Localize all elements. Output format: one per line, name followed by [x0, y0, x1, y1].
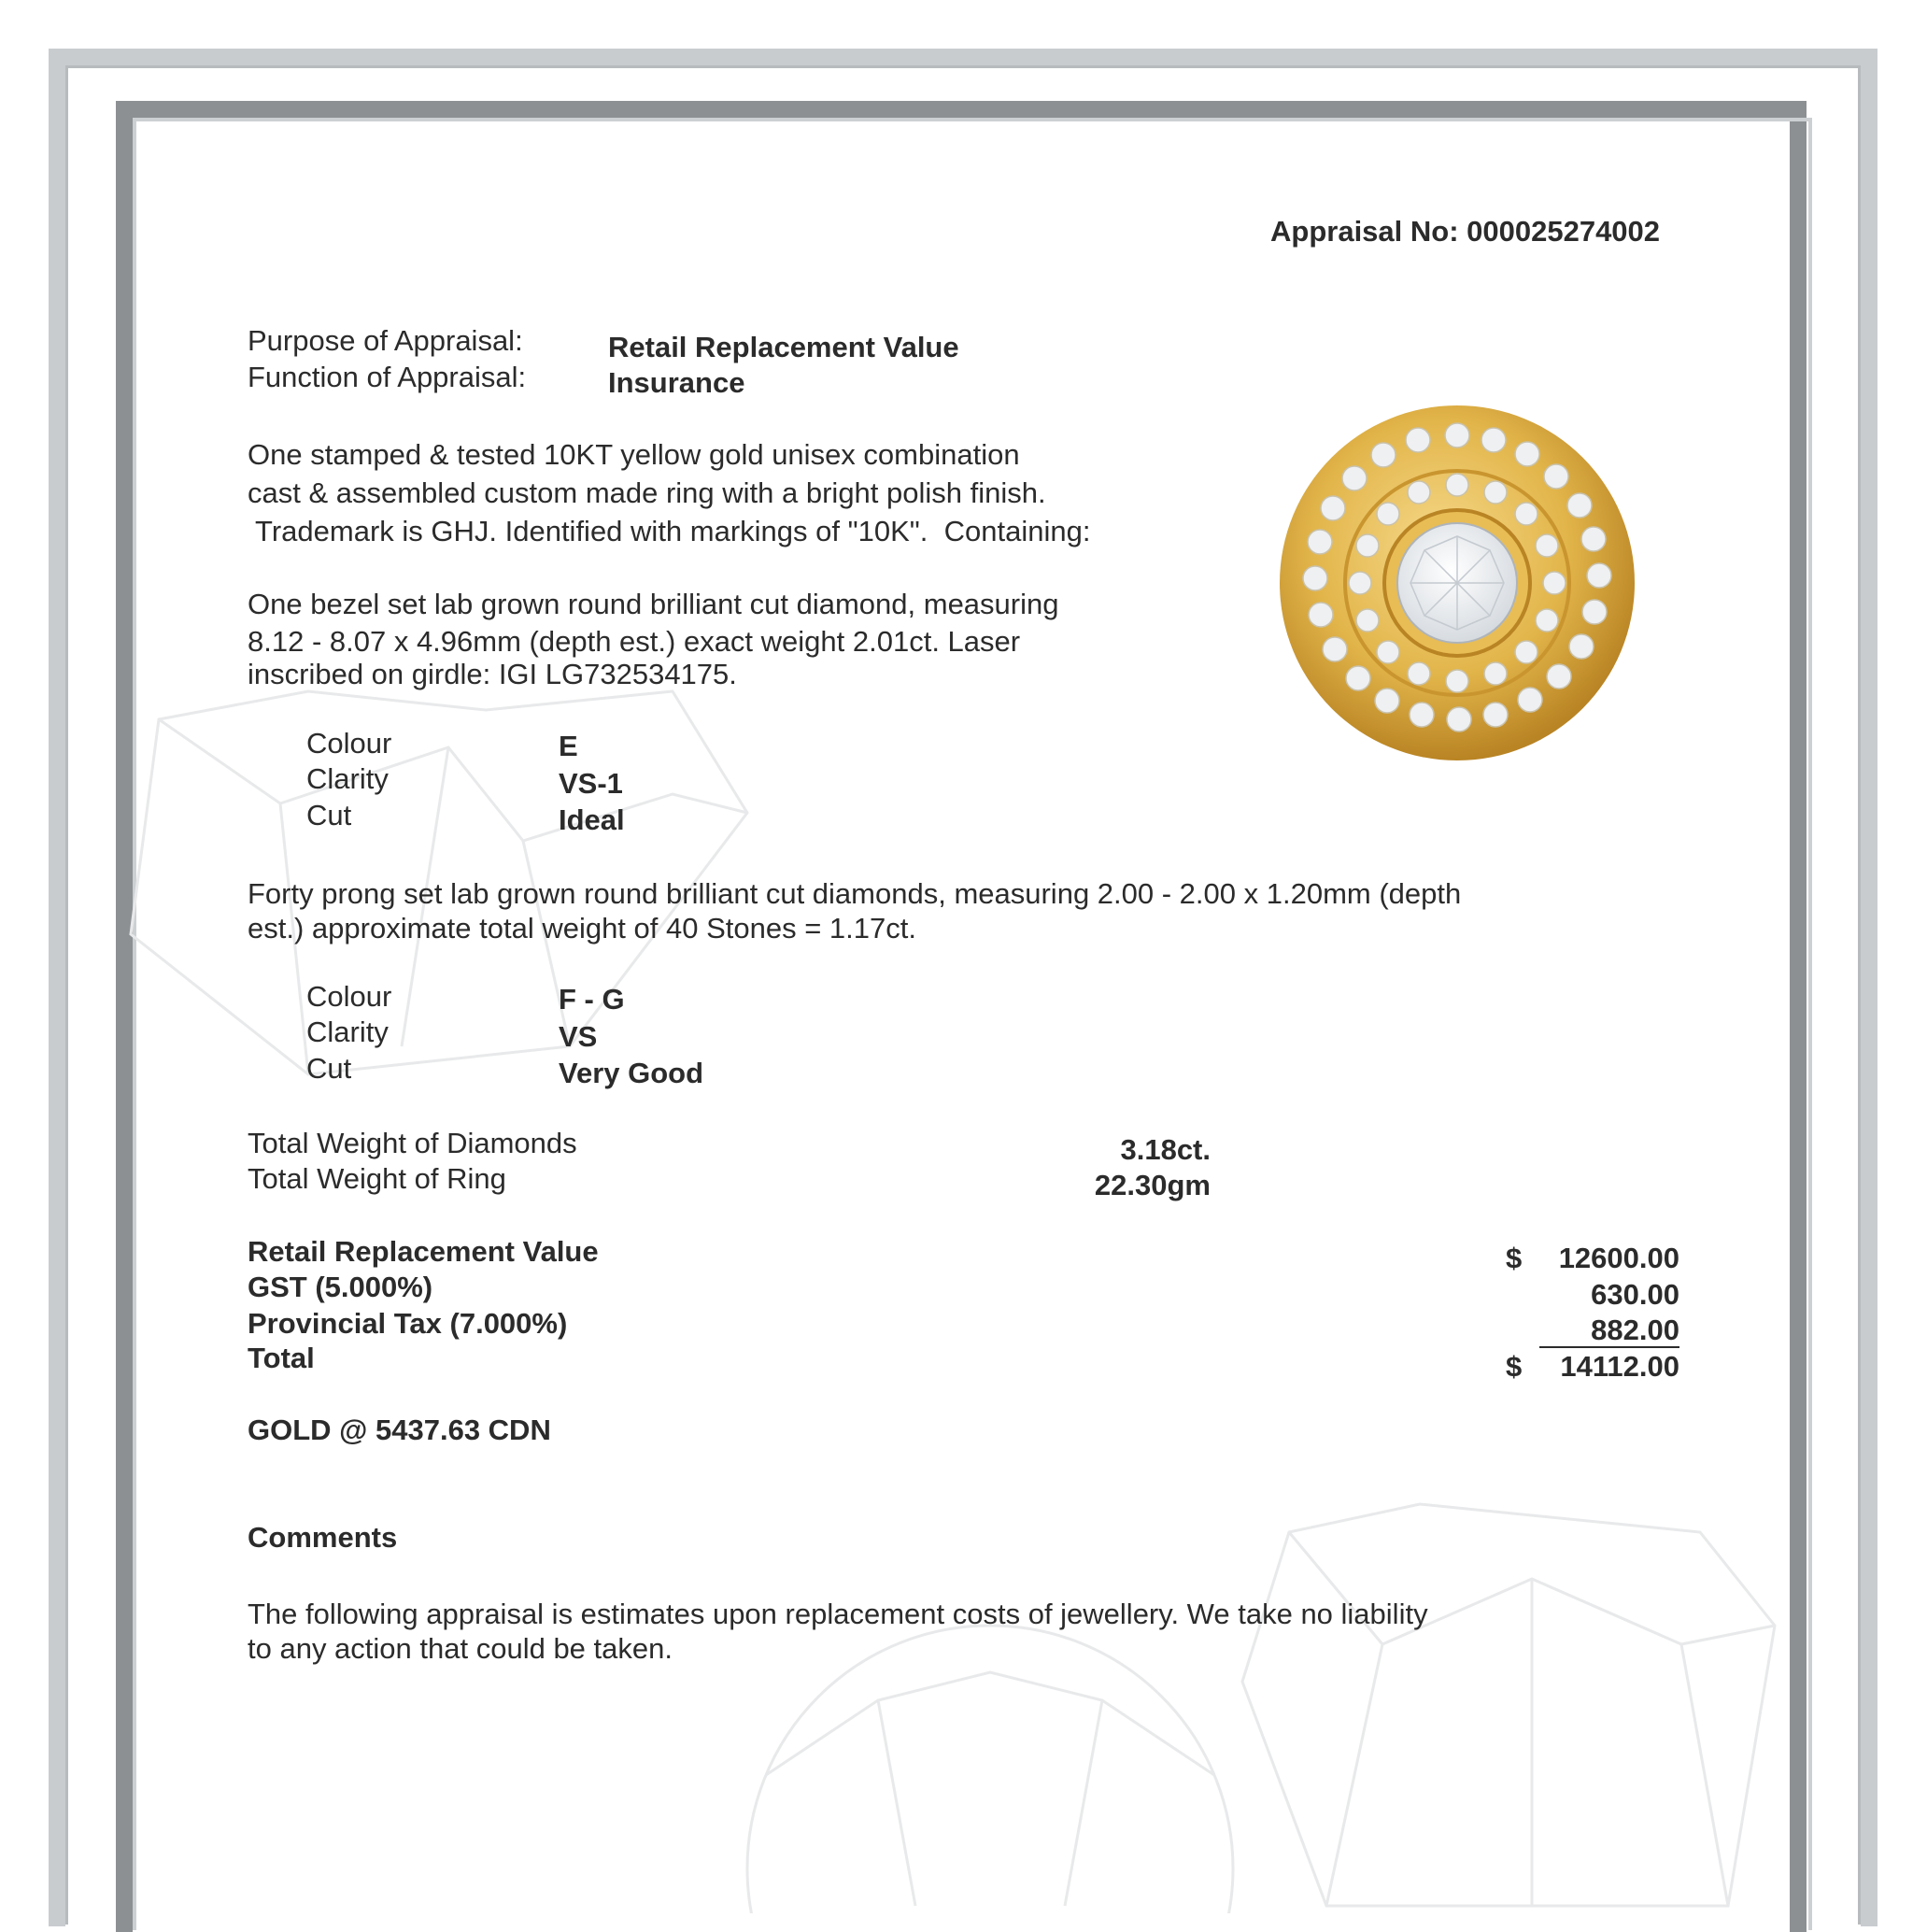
weight-value-ring: 22.30gm [1094, 1169, 1211, 1201]
currency-symbol: $ [1506, 1242, 1523, 1274]
valuation-label-provincial: Provincial Tax (7.000%) [248, 1307, 568, 1340]
center-grade-label-colour: Colour [306, 727, 392, 760]
comments-line: to any action that could be taken. [248, 1632, 673, 1665]
side-grade-value-clarity: VS [559, 1020, 598, 1053]
description-line: One stamped & tested 10KT yellow gold unisex combination [248, 438, 1020, 471]
center-grade-value-clarity: VS-1 [559, 767, 623, 800]
description-line: Trademark is GHJ. Identified with markings of "10K". Containing: [248, 515, 1091, 547]
center-grade-label-cut: Cut [306, 799, 352, 831]
function-label: Function of Appraisal: [248, 361, 527, 393]
valuation-value-retail: 12600.00 [1558, 1242, 1679, 1274]
description-line: cast & assembled custom made ring with a bright polish finish. [248, 476, 1046, 509]
function-value: Insurance [608, 366, 745, 399]
side-grade-value-colour: F - G [559, 983, 625, 1016]
side-grade-label-cut: Cut [306, 1052, 352, 1085]
valuation-label-gst: GST (5.000%) [248, 1271, 433, 1303]
weight-label-ring: Total Weight of Ring [248, 1162, 506, 1195]
center-stone-line: One bezel set lab grown round brilliant cut diamond, measuring [248, 588, 1059, 620]
purpose-value: Retail Replacement Value [608, 331, 959, 363]
valuation-value-provincial: 882.00 [1591, 1314, 1679, 1346]
comments-heading: Comments [248, 1521, 398, 1554]
weight-label-diamonds: Total Weight of Diamonds [248, 1127, 577, 1159]
valuation-value-total: 14112.00 [1560, 1350, 1679, 1383]
purpose-label: Purpose of Appraisal: [248, 324, 523, 357]
ring-photo [1270, 396, 1644, 770]
side-grade-value-cut: Very Good [559, 1057, 704, 1089]
currency-symbol-total: $ [1506, 1350, 1523, 1383]
gold-price: GOLD @ 5437.63 CDN [248, 1413, 551, 1446]
valuation-label-retail: Retail Replacement Value [248, 1235, 599, 1268]
valuation-label-total: Total [248, 1342, 315, 1374]
appraisal-number: Appraisal No: 000025274002 [1270, 215, 1661, 248]
side-grade-label-colour: Colour [306, 980, 392, 1013]
valuation-value-gst: 630.00 [1591, 1278, 1679, 1311]
side-grade-label-clarity: Clarity [306, 1016, 389, 1048]
side-stones-line: Forty prong set lab grown round brilliant cut diamonds, measuring 2.00 - 2.00 x 1.20mm (depth [248, 877, 1462, 910]
center-stone-line: inscribed on girdle: IGI LG732534175. [248, 658, 737, 690]
weight-value-diamonds: 3.18ct. [1120, 1133, 1211, 1166]
side-stones-line: est.) approximate total weight of 40 Stones = 1.17ct. [248, 912, 916, 945]
center-grade-value-colour: E [559, 730, 578, 762]
comments-line: The following appraisal is estimates upon replacement costs of jewellery. We take no liability [248, 1598, 1428, 1630]
center-stone-line: 8.12 - 8.07 x 4.96mm (depth est.) exact weight 2.01ct. Laser [248, 625, 1021, 658]
center-grade-label-clarity: Clarity [306, 762, 389, 795]
center-grade-value-cut: Ideal [559, 803, 625, 836]
